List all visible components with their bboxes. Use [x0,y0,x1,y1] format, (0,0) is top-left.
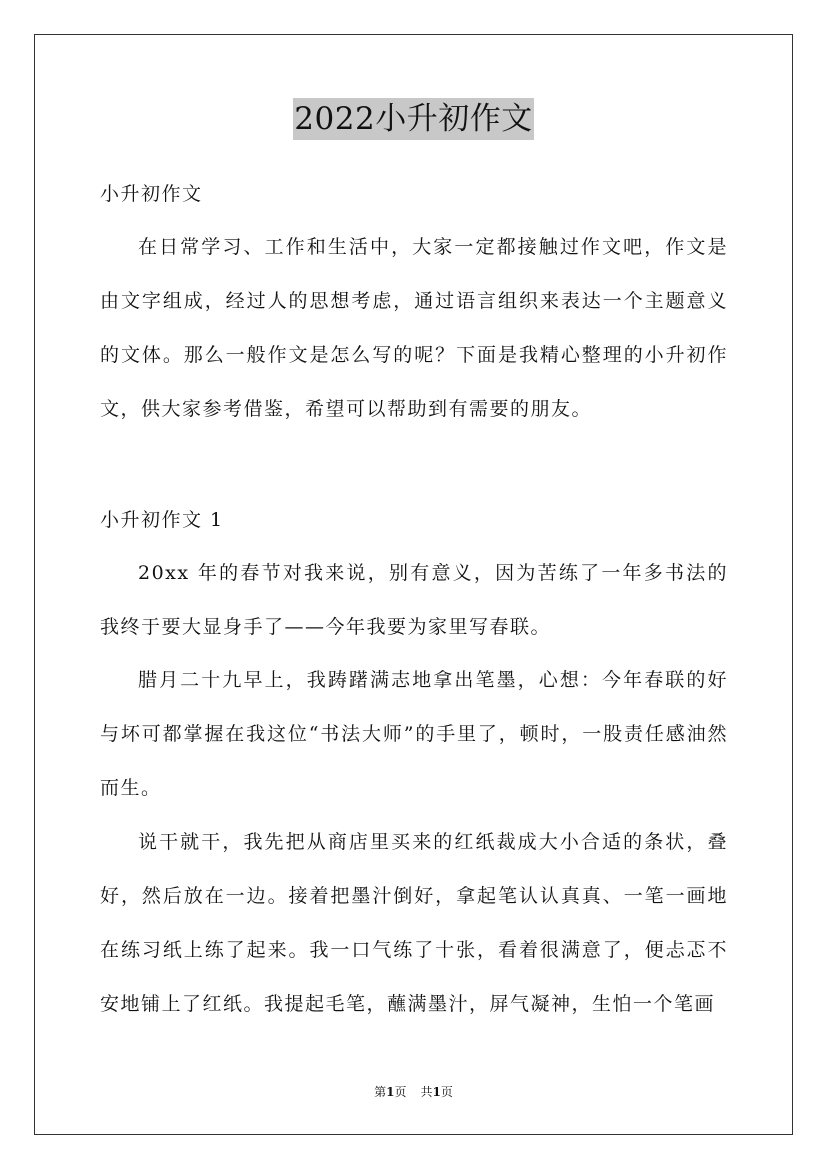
page-number: 1 [386,1085,395,1099]
section1-heading: 小升初作文 1 [100,509,224,531]
section1-paragraph-3: 说干就干，我先把从商店里买来的红纸裁成大小合适的条状，叠好，然后放在一边。接着把墨汁倒好，拿起笔认认真真、一笔一画地在练习纸上练了起来。我一口气练了十张，看着很满意了，便忐忑不安地铺上了红纸。我提起毛笔，蘸满墨汁，屏气凝神，生怕一个笔画 [100,831,728,1015]
title-container [0,98,827,140]
section1-paragraph-1: 20xx 年的春节对我来说，别有意义，因为苦练了一年多书法的我终于要大显身手了——今年我要为家里写春联。 [100,562,728,638]
intro-heading: 小升初作文 [100,183,203,205]
page-label-suffix: 页 [394,1085,407,1099]
page-footer [0,1083,827,1101]
intro-paragraph: 在日常学习、工作和生活中，大家一定都接触过作文吧，作文是由文字组成，经过人的思想考虑，通过语言组织来表达一个主题意义的文体。那么一般作文是怎么写的呢？下面是我精心整理的小升初作文，供大家参考借鉴，希望可以帮助到有需要的朋友。 [100,236,728,420]
total-label-prefix: 共 [420,1085,433,1099]
document-title: 2022小升初作文 [293,98,533,140]
total-label-suffix: 页 [440,1085,453,1099]
section1-paragraph-2: 腊月二十九早上，我踌躇满志地拿出笔墨，心想：今年春联的好与坏可都掌握在我这位“书法大师”的手里了，顿时，一股责任感油然而生。 [100,669,728,799]
total-pages: 1 [432,1085,441,1099]
page-label-prefix: 第 [374,1085,387,1099]
